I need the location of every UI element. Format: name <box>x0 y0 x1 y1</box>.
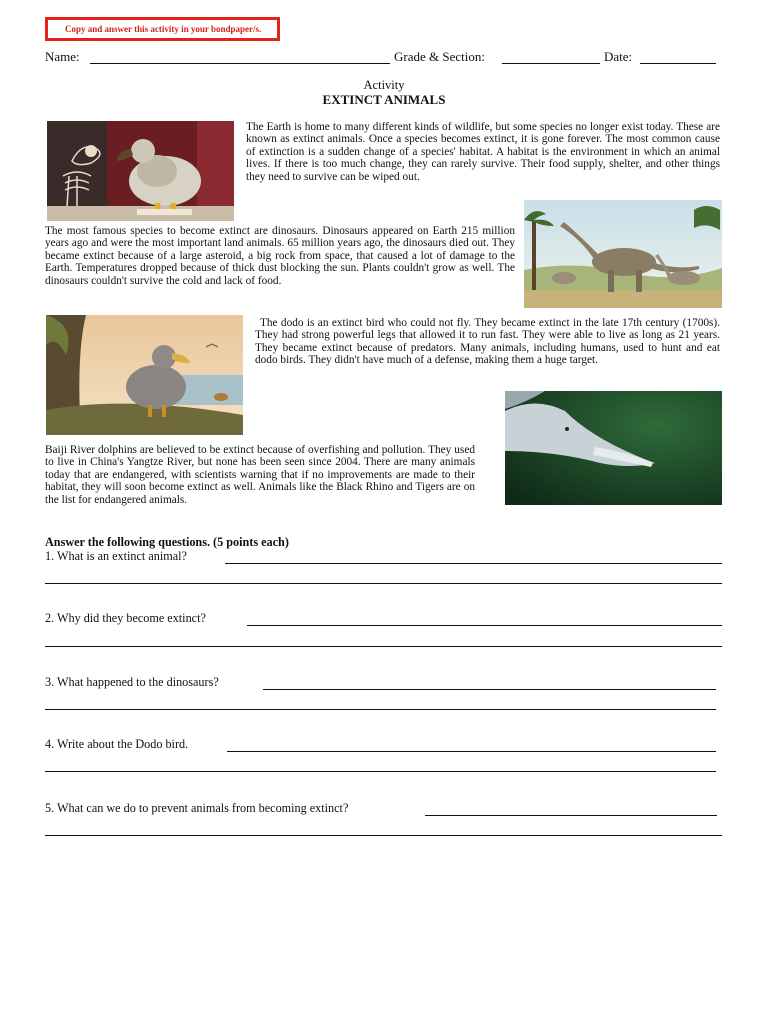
answer-line-3b[interactable] <box>45 709 716 710</box>
question-5: 5. What can we do to prevent animals from becoming extinct? <box>45 801 349 815</box>
name-label: Name: <box>45 49 80 64</box>
answer-line-4b[interactable] <box>45 771 716 772</box>
answer-line-5a[interactable] <box>425 815 717 816</box>
grade-label: Grade & Section: <box>394 49 485 64</box>
baiji-dolphin-photo <box>505 391 722 505</box>
dinosaurs-illustration <box>524 200 722 308</box>
answer-line-4a[interactable] <box>227 751 716 752</box>
date-label: Date: <box>604 49 633 64</box>
questions-heading: Answer the following questions. (5 points each) <box>45 535 289 549</box>
intro-paragraph: The Earth is home to many different kinds of wildlife, but some species no longer exist today. These are known as extinct animals. Once a species becomes extinct, it is gone forever. The most common cause of extinction is a sudden change of a species' habitat. A habitat is the environment in which an animal lives. If there is too much change, they can rarely survive. Their food supply, shelter, and other things they need to survive can be wiped out. <box>246 121 720 183</box>
name-field[interactable] <box>90 63 390 64</box>
baiji-paragraph: Baiji River dolphins are believed to be extinct because of overfishing and pollution. They used to live in China's Yangtze River, but none has been seen since 2004. There are many animals today that are endangered, with scientists warning that if no improvements are made to their habitat, they will soon become extinct as well. Animals like the Black Rhino and Tigers are on the list for endangered animals. <box>45 444 475 506</box>
answer-line-5b[interactable] <box>45 835 722 836</box>
answer-line-2b[interactable] <box>45 646 722 647</box>
grade-field[interactable] <box>502 63 600 64</box>
question-2: 2. Why did they become extinct? <box>45 611 206 625</box>
dodo-paragraph: The dodo is an extinct bird who could not fly. They became extinct in the late 17th century (1700s). They had strong powerful legs that allowed it to run fast. They were able to live as long as 21 years. They became extinct because of predators. Many animals, including humans, used to hunt and eat dodo birds. They didn't have much of a defense, making them a huge target. <box>255 317 720 367</box>
dinosaur-paragraph: The most famous species to become extinct are dinosaurs. Dinosaurs appeared on Earth 215 million years ago and were the most important land animals. 65 million years ago, the dinosaurs died out. They became extinct because of a large asteroid, a big rock from space, that caused a lot of damage to the Earth. Temperatures dropped because of thick dust blocking the sun. Plants couldn't grow as well. The dinosaurs couldn't survive the cold and lack of food. <box>45 225 515 287</box>
answer-line-1b[interactable] <box>45 583 722 584</box>
date-field[interactable] <box>640 63 716 64</box>
answer-line-2a[interactable] <box>247 625 722 626</box>
page-title: EXTINCT ANIMALS <box>322 92 446 107</box>
answer-line-3a[interactable] <box>263 689 716 690</box>
dodo-skeleton-photo <box>47 121 234 221</box>
question-1: 1. What is an extinct animal? <box>45 549 187 563</box>
instruction-notice: Copy and answer this activity in your bondpaper/s. <box>45 17 280 41</box>
question-4: 4. Write about the Dodo bird. <box>45 737 189 751</box>
dodo-painting <box>46 315 243 435</box>
activity-kicker: Activity <box>363 78 405 92</box>
answer-line-1a[interactable] <box>225 563 722 564</box>
question-3: 3. What happened to the dinosaurs? <box>45 675 219 689</box>
